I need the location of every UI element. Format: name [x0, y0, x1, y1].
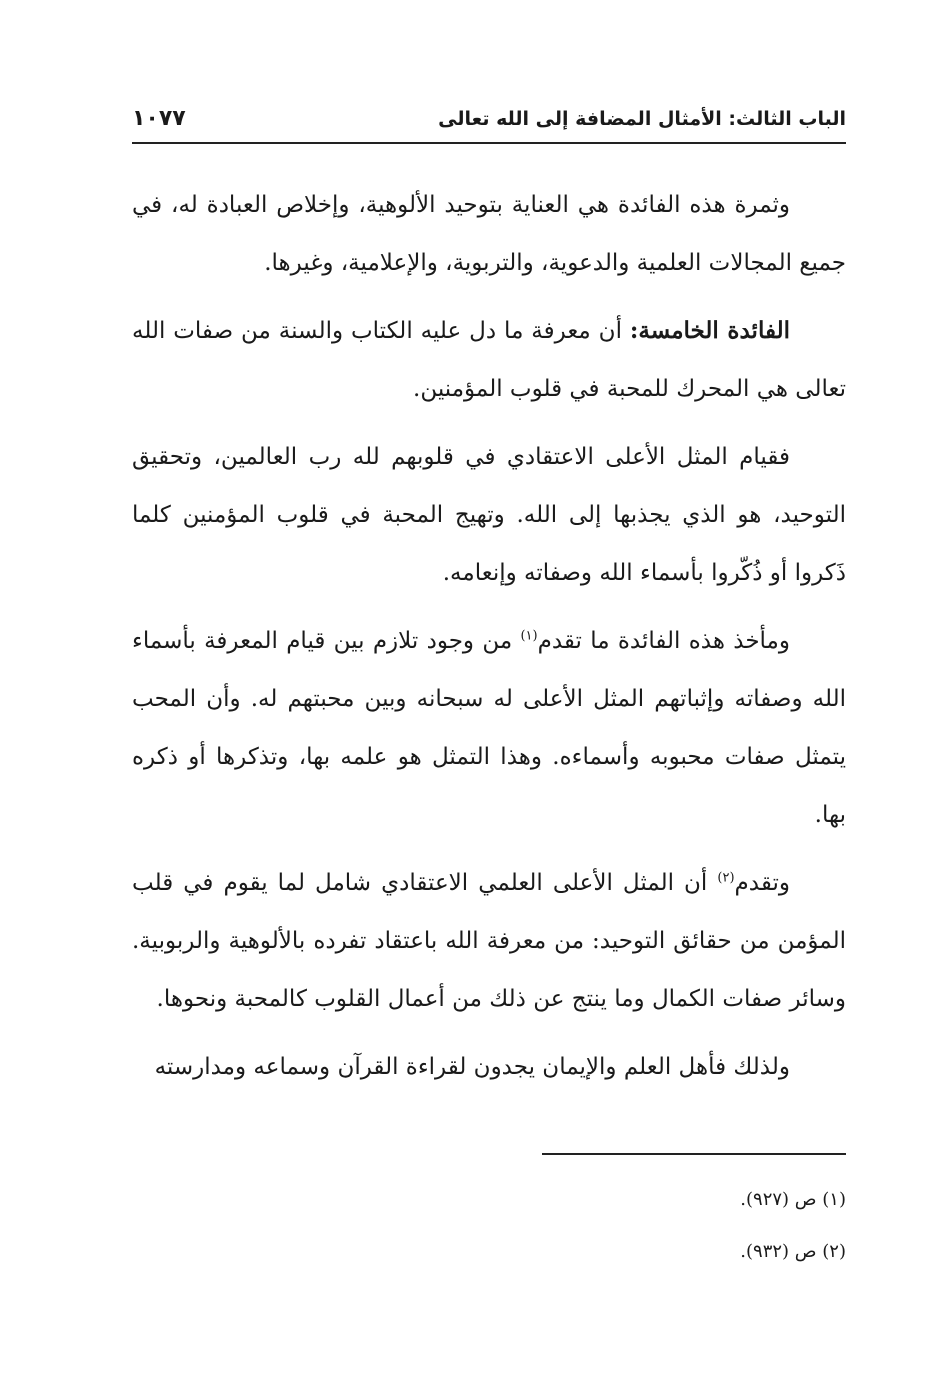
paragraph-text-continued: من وجود تلازم بين قيام المعرفة بأسماء الله وصفاته وإثباتهم المثل الأعلى له سبحانه وبين محبتهم له. وأن المحب يتمثل صفات محبوبه وأسماءه. وهذا التمثل هو علمه بها، وتذكرها أو ذكره بها. [132, 628, 846, 828]
page-number: ١٠٧٧ [132, 106, 186, 131]
paragraph-text-continued: أن المثل الأعلى العلمي الاعتقادي شامل لما يقوم في قلب المؤمن من حقائق التوحيد: من معرفة الله باعتقاد تفرده بالألوهية والربوبية. وسائر صفات الكمال وما ينتج عن ذلك من أعمال القلوب كالمحبة ونحوها. [132, 870, 846, 1012]
paragraph [132, 1038, 846, 1096]
paragraph-text: ولذلك فأهل العلم والإيمان يجدون لقراءة القرآن وسماعه ومدارسته [154, 1054, 790, 1080]
chapter-title: الباب الثالث: الأمثال المضافة إلى الله تعالى [438, 108, 846, 130]
paragraph-lead: الفائدة الخامسة: [629, 317, 790, 344]
footnote-ref[interactable]: (١) [520, 628, 538, 644]
footnote: (١) ص (٩٢٧). [740, 1189, 846, 1210]
footnote: (٢) ص (٩٣٢). [740, 1241, 846, 1262]
main-text [132, 176, 846, 1106]
paragraph [132, 428, 846, 602]
running-header [132, 104, 846, 144]
paragraph [132, 176, 846, 292]
paragraph-text: وتقدم [734, 870, 790, 896]
footnote-ref[interactable]: (٢) [717, 870, 735, 886]
paragraph-text: ومأخذ هذه الفائدة ما تقدم [537, 628, 790, 654]
footnotes [520, 1174, 846, 1278]
paragraph-text: أن معرفة ما دل عليه الكتاب والسنة من صفات الله تعالى هي المحرك للمحبة في قلوب المؤمنين. [132, 318, 846, 402]
paragraph [132, 302, 846, 418]
footnote-divider [542, 1153, 846, 1155]
paragraph [132, 854, 846, 1028]
paragraph [132, 612, 846, 844]
paragraph-text: فقيام المثل الأعلى الاعتقادي في قلوبهم لله رب العالمين، وتحقيق التوحيد، هو الذي يجذبها إلى الله. وتهيج المحبة في قلوب المؤمنين كلما ذَكروا أو ذُكّروا بأسماء الله وصفاته وإنعامه. [132, 444, 846, 586]
paragraph-text: وثمرة هذه الفائدة هي العناية بتوحيد الألوهية، وإخلاص العبادة له، في جميع المجالات العلمية والدعوية، والتربوية، والإعلامية، وغيرها. [132, 192, 846, 276]
